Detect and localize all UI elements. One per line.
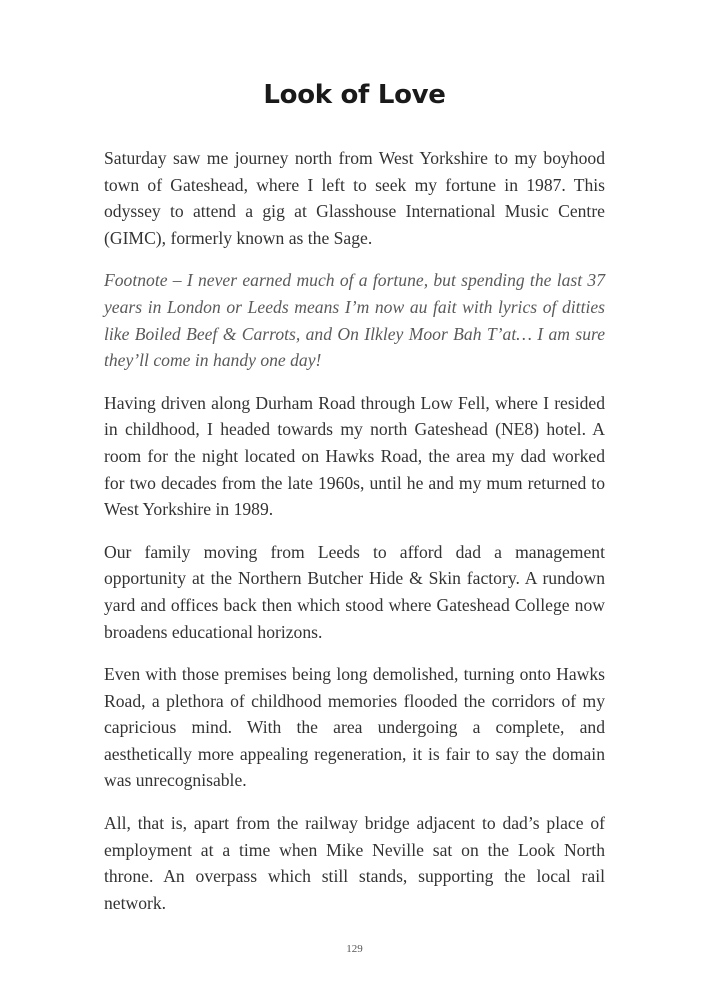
chapter-title: Look of Love (263, 80, 446, 110)
body-text (104, 145, 605, 932)
paragraph-4: Even with those premises being long demolished, turning onto Hawks Road, a plethora of childhood memories flooded the corridors of my capricious mind. With the area undergoing a complete, and aesthetically more appealing regeneration, it is fair to say the domain was unrecognisable. (104, 664, 605, 791)
paragraph-3: Our family moving from Leeds to afford dad a management opportunity at the Northern Butcher Hide & Skin factory. A rundown yard and offices back then which stood where Gateshead College now broadens educational horizons. (104, 541, 605, 642)
footnote-paragraph: Footnote – I never earned much of a fortune, but spending the last 37 years in London or Leeds means I’m now au fait with lyrics of ditties like Boiled Beef & Carrots, and On Ilkley Moor Bah T’at… I am sure they’ll come in handy one day! (104, 270, 605, 371)
page-number: 129 (346, 943, 363, 955)
paragraph-5: All, that is, apart from the railway bridge adjacent to dad’s place of employment at a time when Mike Neville sat on the Look North throne. An overpass which still stands, supporting the local rail network. (104, 813, 605, 913)
paragraph-2: Having driven along Durham Road through Low Fell, where I resided in childhood, I headed towards my north Gateshead (NE8) hotel. A room for the night located on Hawks Road, the area my dad worked for two decades from the late 1960s, until he and my mum returned to West Yorkshire in 1989. (104, 392, 605, 520)
paragraph-1: Saturday saw me journey north from West Yorkshire to my boyhood town of Gateshead, where I left to seek my fortune in 1987. This odyssey to attend a gig at Glasshouse International Music Centre (GIMC), formerly known as the Sage. (104, 148, 605, 248)
